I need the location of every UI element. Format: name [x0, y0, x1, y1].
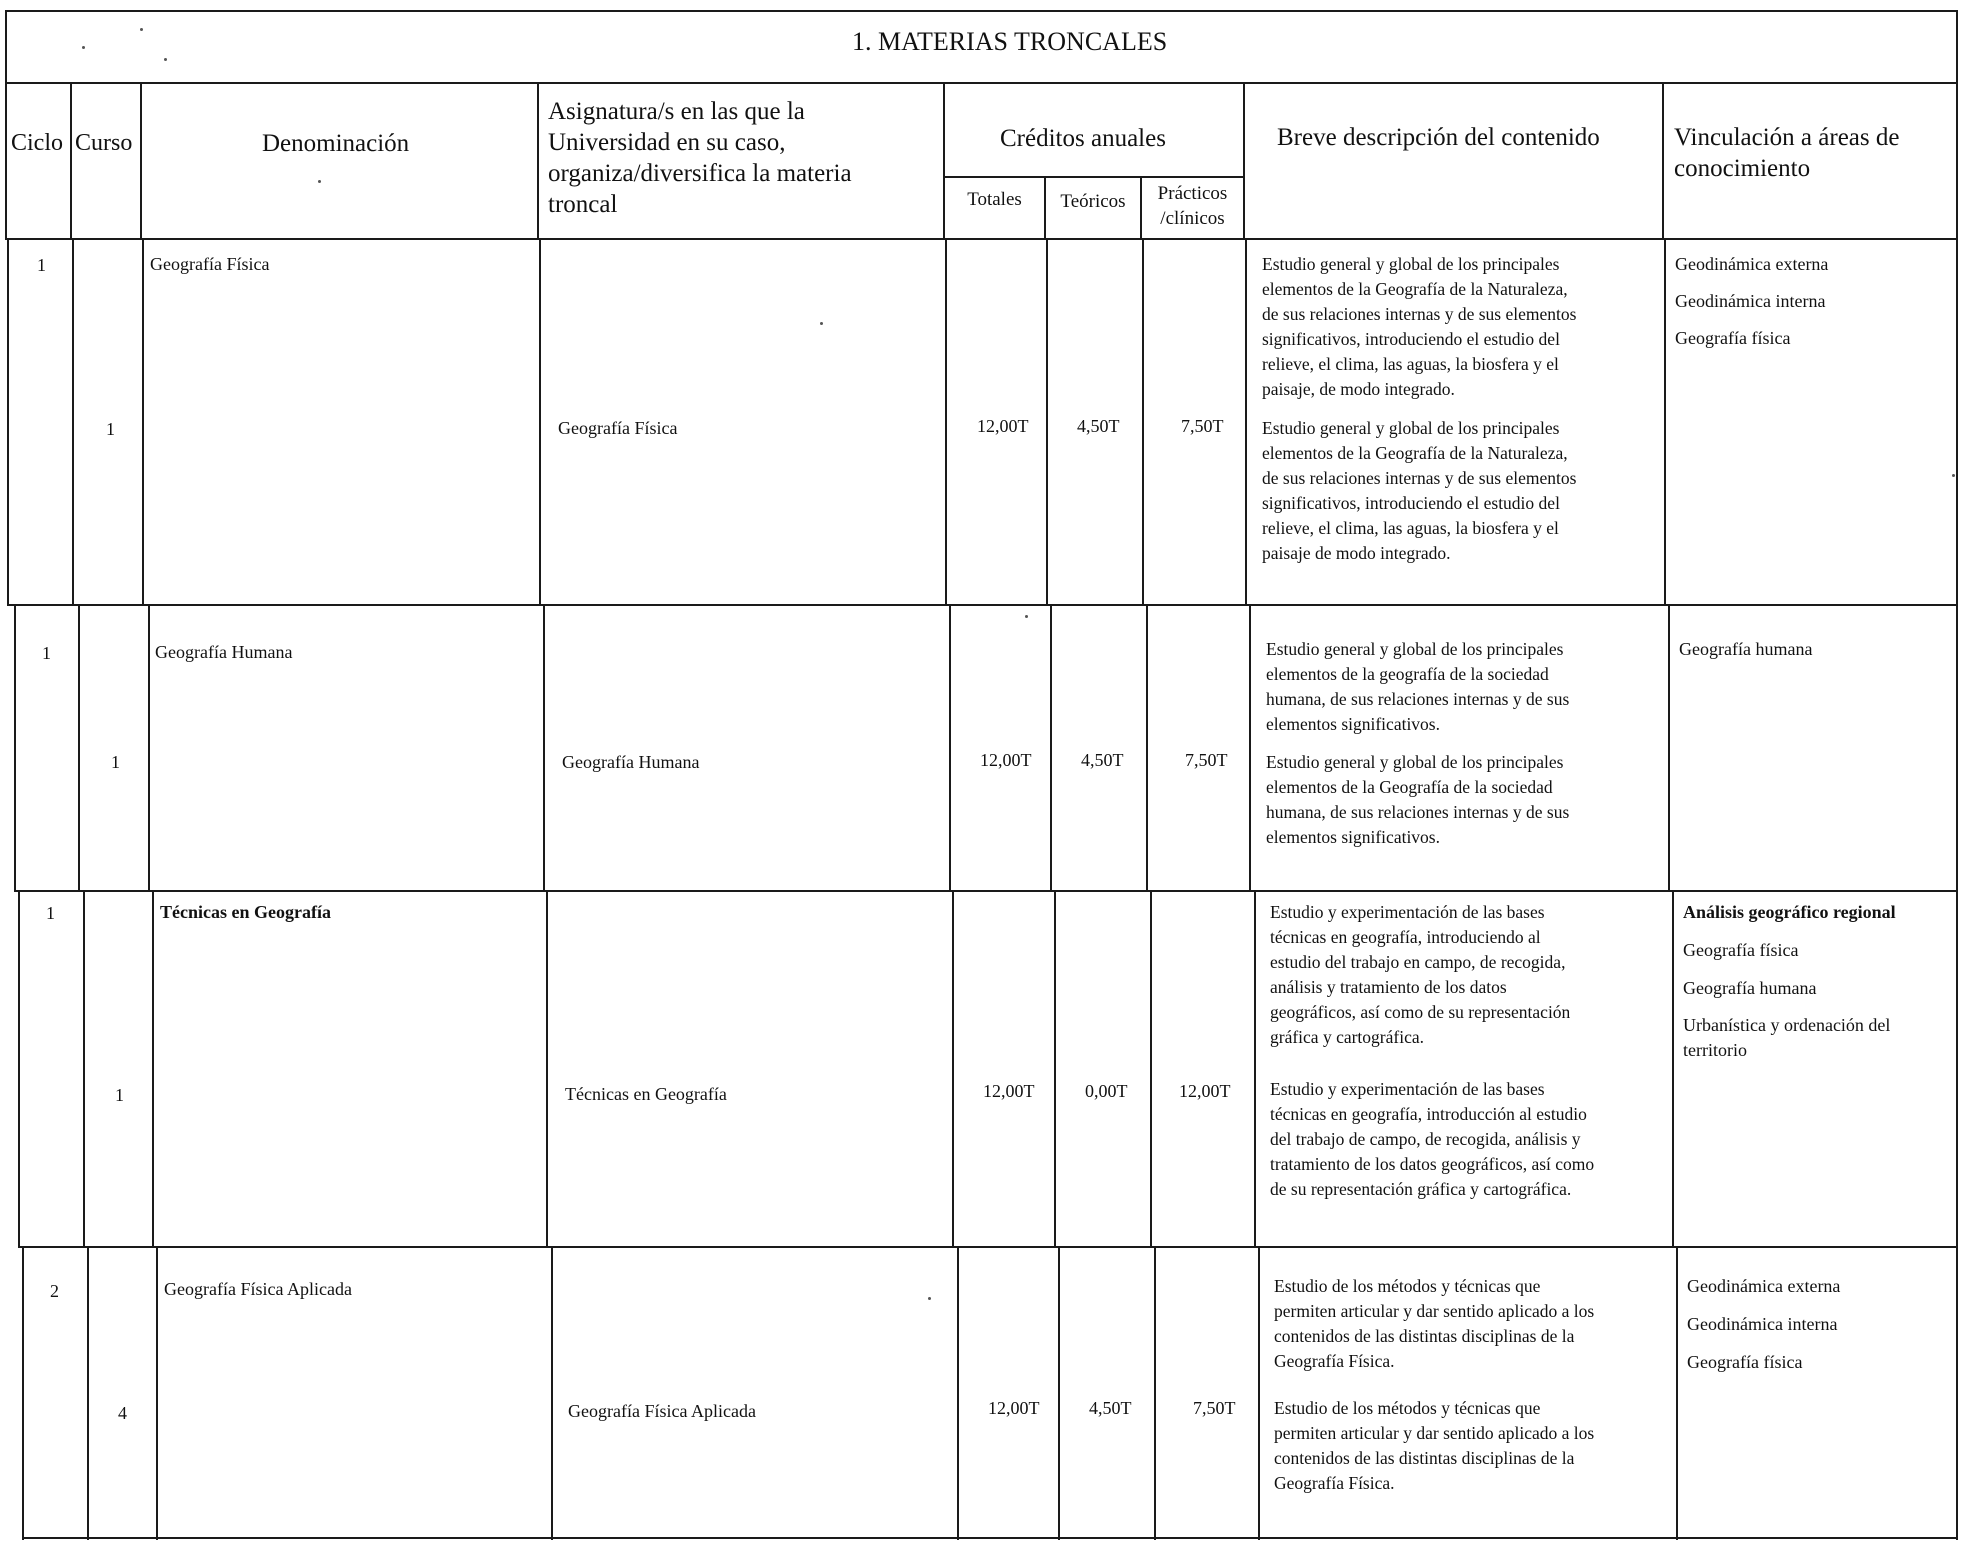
row3-sep-1 — [83, 892, 85, 1248]
creditos-subheader-line — [943, 176, 1243, 178]
row2-sep-2 — [148, 606, 150, 892]
table-row-1-desc-2: Estudio general y global de los principales elementos de la Geografía de la Naturaleza, de sus relaciones internas y de sus elementos significativos, introduciendo el estudio del relieve, el clima, las aguas, la biosfera y el paisaje de modo integrado. — [1262, 418, 1577, 563]
table-row-4-asignatura: Geografía Física Aplicada — [568, 1401, 756, 1421]
table-row-4-practicos: 7,50T — [1193, 1398, 1236, 1418]
table-row-2-asignatura: Geografía Humana — [562, 752, 700, 772]
row4-bottom — [22, 1537, 1958, 1539]
row4-sep-3 — [551, 1248, 553, 1540]
row2-sep-8 — [1668, 606, 1670, 892]
row4-sep-4 — [957, 1248, 959, 1540]
table-row-3-totales: 12,00T — [983, 1081, 1035, 1101]
header-curso: Curso — [75, 130, 133, 156]
row1-sep-6 — [1142, 240, 1144, 606]
row3-sep-4 — [952, 892, 954, 1248]
row3-sep-2 — [152, 892, 154, 1248]
table-row-4-curso: 4 — [118, 1403, 127, 1423]
row4-sep-8 — [1676, 1248, 1678, 1540]
header-denominacion: Denominación — [262, 130, 410, 157]
row2-sep-1 — [78, 606, 80, 892]
table-row-2-curso: 1 — [111, 752, 120, 772]
table-left-border — [5, 10, 7, 240]
scan-speck — [1952, 474, 1955, 477]
table-row-1-totales: 12,00T — [977, 416, 1029, 436]
table-row-2-teoricos: 4,50T — [1081, 750, 1124, 770]
header-sep-1 — [70, 82, 72, 240]
scan-speck — [318, 180, 321, 183]
row1-sep-3 — [539, 240, 541, 606]
header-totales: Totales — [967, 189, 1022, 210]
row4-sep-5 — [1058, 1248, 1060, 1540]
table-row-4-denominacion: Geografía Física Aplicada — [164, 1279, 352, 1299]
row4-sep-2 — [156, 1248, 158, 1540]
scan-speck — [928, 1297, 931, 1300]
scan-speck — [82, 46, 85, 49]
row4-sep-6 — [1154, 1248, 1156, 1540]
row4-sep-1 — [87, 1248, 89, 1540]
header-descripcion: Breve descripción del contenido — [1277, 124, 1600, 151]
row3-bottom — [18, 1246, 1958, 1248]
table-row-1-ciclo: 1 — [37, 255, 46, 275]
row2-bottom — [14, 890, 1958, 892]
header-sep-3 — [537, 82, 539, 240]
scan-speck — [140, 28, 143, 31]
table-row-1-area-3: Geografía física — [1675, 328, 1791, 348]
scan-speck — [820, 322, 823, 325]
header-creditos-anuales: Créditos anuales — [1000, 125, 1166, 152]
header-sep-4 — [943, 82, 945, 240]
table-row-4-ciclo: 2 — [50, 1281, 59, 1301]
table-row-3-asignatura: Técnicas en Geografía — [565, 1084, 727, 1104]
row2-left — [14, 606, 16, 892]
table-row-4-area-2: Geodinámica interna — [1687, 1314, 1838, 1334]
table-row-3-desc-1: Estudio y experimentación de las bases técnicas en geografía, introduciendo al estudio del trabajo en campo, de recogida, análisis y tratamiento de los datos geográficos, así como de su representación gráfica y cartográfica. — [1270, 902, 1571, 1047]
row1-sep-1 — [72, 240, 74, 606]
table-row-2-denominacion: Geografía Humana — [155, 642, 293, 662]
table-title: 1. MATERIAS TRONCALES — [852, 27, 1168, 56]
row3-sep-5 — [1054, 892, 1056, 1248]
table-row-3-area-3: Geografía humana — [1683, 978, 1817, 998]
table-row-3-teoricos: 0,00T — [1085, 1081, 1128, 1101]
row1-left — [7, 240, 9, 606]
table-row-4-area-3: Geografía física — [1687, 1352, 1803, 1372]
row1-sep-7 — [1245, 240, 1247, 606]
table-row-2-area-1: Geografía humana — [1679, 639, 1813, 659]
table-row-3-area-4: Urbanística y ordenación del territorio — [1683, 1015, 1891, 1060]
row1-sep-5 — [1046, 240, 1048, 606]
table-row-1-area-2: Geodinámica interna — [1675, 291, 1826, 311]
row3-sep-7 — [1254, 892, 1256, 1248]
row2-sep-5 — [1050, 606, 1052, 892]
header-sep-5 — [1243, 82, 1245, 240]
table-row-2-desc-1: Estudio general y global de los principales elementos de la geografía de la sociedad humana, de sus relaciones internas y de sus elementos significativos. — [1266, 639, 1570, 734]
table-row-3-area-2: Geografía física — [1683, 940, 1799, 960]
table-row-4-teoricos: 4,50T — [1089, 1398, 1132, 1418]
scan-speck — [164, 58, 167, 61]
row3-left — [18, 892, 20, 1248]
header-practicos: Prácticos /clínicos — [1157, 183, 1228, 229]
table-row-3-desc-2: Estudio y experimentación de las bases técnicas en geografía, introducción al estudio del trabajo de campo, de recogida, análisis y tratamiento de los datos geográficos, así como de su representación gráfica y cartográfica. — [1270, 1079, 1595, 1199]
table-row-1-denominacion: Geografía Física — [150, 254, 270, 274]
table-row-3-denominacion: Técnicas en Geografía — [160, 902, 331, 922]
row1-sep-4 — [945, 240, 947, 606]
table-row-3-practicos: 12,00T — [1179, 1081, 1231, 1101]
row4-sep-7 — [1258, 1248, 1260, 1540]
row1-bottom — [7, 604, 1958, 606]
table-row-3-ciclo: 1 — [46, 903, 55, 923]
table-row-2-ciclo: 1 — [42, 643, 51, 663]
row3-sep-6 — [1150, 892, 1152, 1248]
table-row-1-teoricos: 4,50T — [1077, 416, 1120, 436]
table-row-4-desc-1: Estudio de los métodos y técnicas que permiten articular y dar sentido aplicado a los contenidos de las distintas disciplinas de la Geografía Física. — [1274, 1276, 1595, 1371]
table-row-1-asignatura: Geografía Física — [558, 418, 678, 438]
row2-sep-3 — [543, 606, 545, 892]
table-row-4-area-1: Geodinámica externa — [1687, 1276, 1841, 1296]
table-row-2-desc-2: Estudio general y global de los principales elementos de la Geografía de la sociedad humana, de sus relaciones internas y de sus elementos significativos. — [1266, 752, 1570, 847]
scan-speck — [1025, 615, 1028, 618]
header-ciclo: Ciclo — [11, 130, 63, 156]
row1-sep-8 — [1664, 240, 1666, 606]
table-row-1-practicos: 7,50T — [1181, 416, 1224, 436]
table-row-1-desc-1: Estudio general y global de los principales elementos de la Geografía de la Naturaleza, de sus relaciones internas y de sus elementos significativos, introduciendo el estudio del relieve, el clima, las aguas, la biosfera y el paisaje, de modo integrado. — [1262, 254, 1577, 399]
row3-sep-8 — [1672, 892, 1674, 1248]
row3-sep-3 — [546, 892, 548, 1248]
table-top-border — [5, 10, 1958, 12]
header-teoricos: Teóricos — [1060, 191, 1126, 212]
row2-sep-6 — [1146, 606, 1148, 892]
table-row-1-curso: 1 — [106, 419, 115, 439]
table-row-4-totales: 12,00T — [988, 1398, 1040, 1418]
table-row-3-curso: 1 — [115, 1085, 124, 1105]
table-row-2-totales: 12,00T — [980, 750, 1032, 770]
header-sep-2 — [140, 82, 142, 240]
row2-sep-7 — [1249, 606, 1251, 892]
table-row-4-desc-2: Estudio de los métodos y técnicas que permiten articular y dar sentido aplicado a los contenidos de las distintas disciplinas de la Geografía Física. — [1274, 1398, 1595, 1493]
row4-left — [22, 1248, 24, 1540]
row2-sep-4 — [949, 606, 951, 892]
header-asignaturas: Asignatura/s en las que la Universidad en su caso, organiza/diversifica la materia troncal — [548, 98, 852, 218]
table-row-3-area-1: Análisis geográfico regional — [1683, 902, 1896, 922]
row1-sep-2 — [142, 240, 144, 606]
table-row-2-practicos: 7,50T — [1185, 750, 1228, 770]
header-vinculacion: Vinculación a áreas de conocimiento — [1674, 124, 1900, 182]
table-row-1-area-1: Geodinámica externa — [1675, 254, 1829, 274]
header-sep-6 — [1662, 82, 1664, 240]
title-separator — [5, 82, 1958, 84]
